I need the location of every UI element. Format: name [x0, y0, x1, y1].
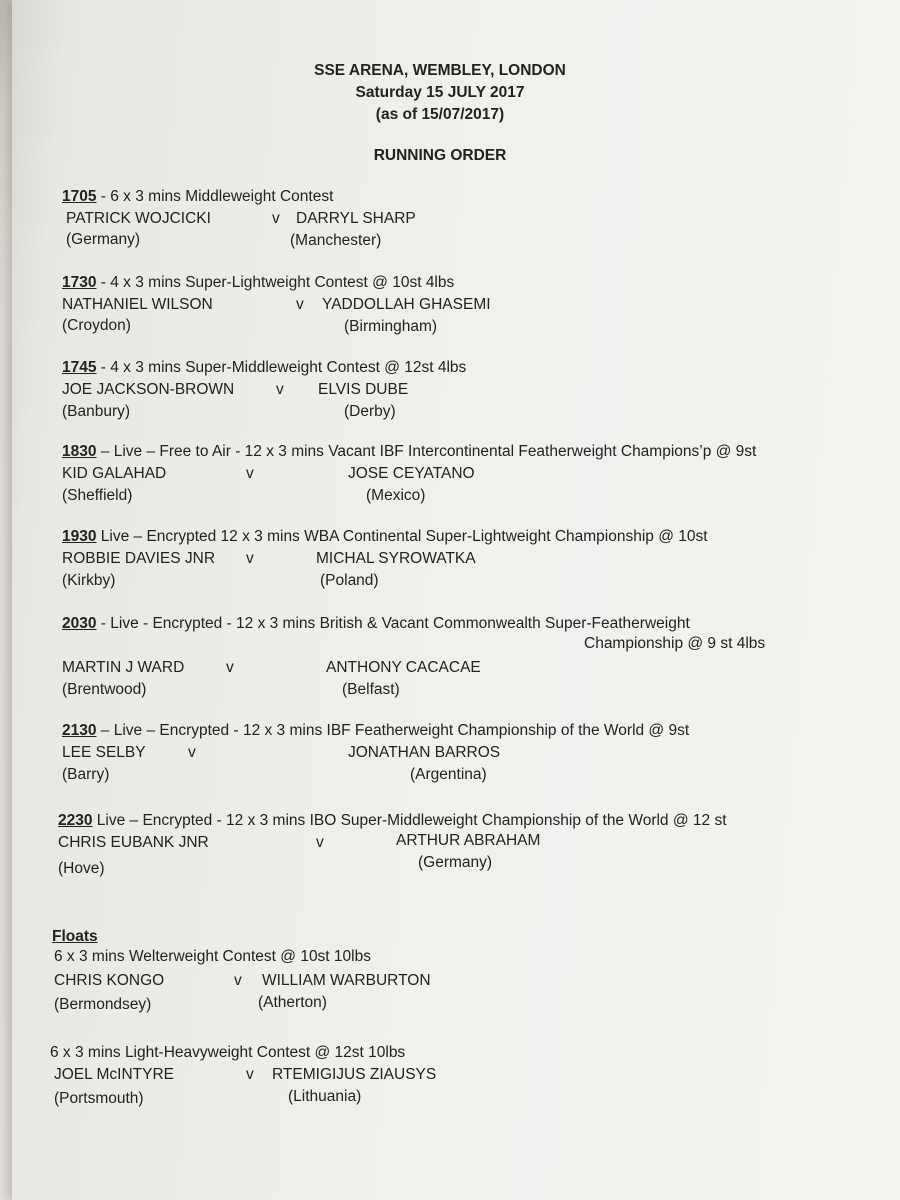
bout-time: 2130 — [62, 722, 97, 739]
versus-marker: v — [296, 296, 304, 313]
blue-corner-name: WILLIAM WARBURTON — [262, 972, 431, 989]
bout-description-continued: Championship @ 9 st 4lbs — [584, 635, 766, 652]
blue-corner-location: (Manchester) — [290, 232, 382, 249]
red-corner-name: ROBBIE DAVIES JNR — [62, 550, 216, 567]
bout-description: – Live – Encrypted - 12 x 3 mins IBF Featherweight Championship of the World @ 9st — [96, 722, 690, 739]
bout-heading — [62, 613, 690, 635]
bout-heading — [58, 810, 727, 832]
versus-marker: v — [246, 465, 254, 482]
blue-corner-location: (Derby) — [344, 403, 396, 420]
red-corner-name: KID GALAHAD — [62, 465, 167, 482]
red-corner-name: MARTIN J WARD — [62, 659, 185, 676]
blue-corner-name: JOSE CEYATANO — [348, 465, 475, 482]
versus-marker: v — [246, 550, 254, 567]
versus-marker: v — [316, 834, 324, 851]
page-title: RUNNING ORDER — [373, 147, 507, 164]
red-corner-location: (Germany) — [66, 231, 141, 248]
bout-description: – Live – Free to Air - 12 x 3 mins Vacant IBF Intercontinental Featherweight Champions’p @ 9st — [96, 443, 757, 460]
red-corner-name: CHRIS EUBANK JNR — [58, 834, 209, 851]
bout-time: 1705 — [62, 188, 97, 205]
bout-time: 1745 — [62, 359, 97, 376]
red-corner-name: NATHANIEL WILSON — [62, 296, 213, 313]
venue-heading: SSE ARENA, WEMBLEY, LONDON — [314, 62, 566, 79]
bout-description: - 6 x 3 mins Middleweight Contest — [96, 188, 334, 205]
red-corner-location: (Croydon) — [62, 317, 131, 334]
event-date: Saturday 15 JULY 2017 — [355, 84, 525, 101]
blue-corner-name: RTEMIGIJUS ZIAUSYS — [272, 1066, 437, 1083]
blue-corner-location: (Mexico) — [366, 487, 426, 504]
bout-description: - Live - Encrypted - 12 x 3 mins British & Vacant Commonwealth Super-Featherweight — [96, 615, 690, 632]
red-corner-name: JOE JACKSON-BROWN — [62, 381, 235, 398]
blue-corner-location: (Argentina) — [410, 766, 487, 783]
bout-description: - 4 x 3 mins Super-Lightweight Contest @ 10st 4lbs — [96, 274, 455, 291]
versus-marker: v — [272, 210, 280, 227]
versus-marker: v — [226, 659, 234, 676]
blue-corner-location: (Germany) — [418, 854, 493, 871]
float-bout-description: 6 x 3 mins Welterweight Contest @ 10st 10lbs — [54, 948, 371, 965]
float-bout-description: 6 x 3 mins Light-Heavyweight Contest @ 12st 10lbs — [50, 1044, 406, 1061]
blue-corner-location: (Atherton) — [258, 994, 327, 1011]
red-corner-name: PATRICK WOJCICKI — [66, 210, 211, 227]
blue-corner-name: ARTHUR ABRAHAM — [396, 832, 541, 849]
blue-corner-name: JONATHAN BARROS — [348, 744, 501, 761]
paper-sheet — [12, 0, 900, 1200]
red-corner-location: (Sheffield) — [62, 487, 133, 504]
bout-description: Live – Encrypted 12 x 3 mins WBA Continental Super-Lightweight Championship @ 10st — [96, 528, 708, 545]
red-corner-location: (Brentwood) — [62, 681, 147, 698]
bout-heading — [62, 526, 708, 548]
blue-corner-location: (Belfast) — [342, 681, 400, 698]
bout-heading — [62, 441, 756, 463]
bout-description: Live – Encrypted - 12 x 3 mins IBO Super-Middleweight Championship of the World @ 12 st — [92, 812, 727, 829]
versus-marker: v — [276, 381, 284, 398]
blue-corner-location: (Birmingham) — [344, 318, 438, 335]
red-corner-location: (Kirkby) — [62, 572, 116, 589]
blue-corner-location: (Lithuania) — [288, 1088, 362, 1105]
bout-time: 2030 — [62, 615, 97, 632]
bout-time: 1930 — [62, 528, 97, 545]
bout-description: - 4 x 3 mins Super-Middleweight Contest @ 12st 4lbs — [96, 359, 467, 376]
versus-marker: v — [246, 1066, 254, 1083]
as-of-date: (as of 15/07/2017) — [375, 106, 505, 123]
blue-corner-name: YADDOLLAH GHASEMI — [322, 296, 491, 313]
bout-time: 2230 — [58, 812, 93, 829]
versus-marker: v — [188, 744, 196, 761]
blue-corner-name: ELVIS DUBE — [318, 381, 409, 398]
versus-marker: v — [234, 972, 242, 989]
blue-corner-name: ANTHONY CACACAE — [326, 659, 481, 676]
blue-corner-name: DARRYL SHARP — [296, 210, 416, 227]
floats-heading: Floats — [52, 928, 98, 945]
bout-time: 1730 — [62, 274, 97, 291]
red-corner-location: (Banbury) — [62, 403, 131, 420]
bout-heading — [62, 186, 333, 208]
red-corner-name: JOEL McINTYRE — [54, 1066, 174, 1083]
bout-time: 1830 — [62, 443, 97, 460]
bout-heading — [62, 357, 466, 379]
bout-heading — [62, 272, 454, 294]
red-corner-name: LEE SELBY — [62, 744, 146, 761]
red-corner-location: (Hove) — [58, 860, 105, 877]
blue-corner-location: (Poland) — [320, 572, 379, 589]
red-corner-location: (Barry) — [62, 766, 110, 783]
bout-heading — [62, 720, 689, 742]
red-corner-name: CHRIS KONGO — [54, 972, 165, 989]
blue-corner-name: MICHAL SYROWATKA — [316, 550, 476, 567]
red-corner-location: (Portsmouth) — [54, 1090, 144, 1107]
red-corner-location: (Bermondsey) — [54, 996, 152, 1013]
